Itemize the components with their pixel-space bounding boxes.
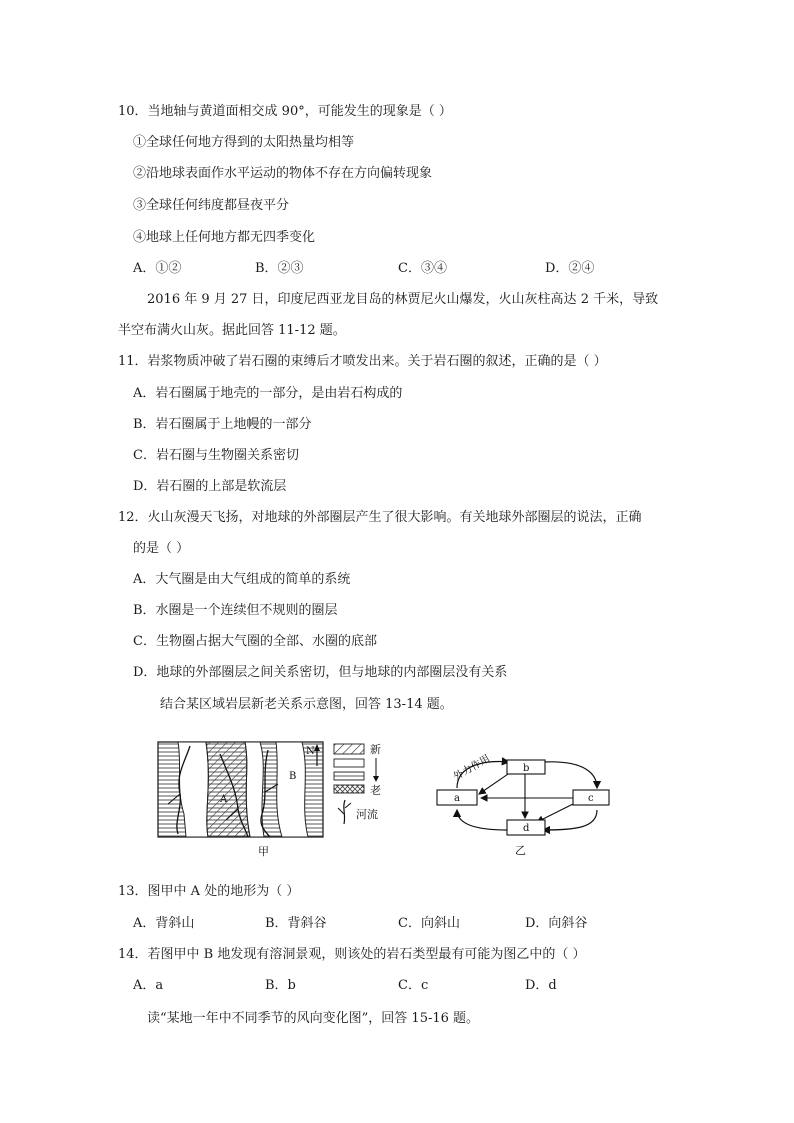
intro-15: 读“某地一年中不同季节的风向变化图”，回答 15-16 题。: [147, 1011, 480, 1026]
q14-option-b: B．b: [265, 978, 296, 993]
q12-option-d: D．地球的外部圈层之间关系密切，但与地球的内部圈层没有关系: [133, 665, 508, 680]
jia-legend-old: 老: [370, 784, 381, 797]
q11-option-d: D．岩石圈的上部是软流层: [133, 479, 287, 494]
q13-option-a: A．背斜山: [133, 916, 195, 931]
q10-option-c: C．③④: [398, 261, 447, 276]
jia-legend-river: 河流: [356, 808, 378, 821]
jia-label-a: A: [220, 794, 228, 805]
q10-statement-4: ④地球上任何地方都无四季变化: [133, 230, 316, 245]
q11-option-c: C．岩石圈与生物圈关系密切: [133, 448, 299, 463]
q13-option-c: C．向斜山: [398, 916, 460, 931]
jia-caption: 甲: [258, 845, 269, 858]
q14-stem: 14．若图甲中 B 地发现有溶洞景观，则该处的岩石类型最有可能为图乙中的（ ）: [118, 947, 586, 962]
jia-label-b: B: [289, 771, 297, 782]
q10-statement-2: ②沿地球表面作水平运动的物体不存在方向偏转现象: [133, 166, 433, 181]
q12-option-b: B．水圈是一个连续但不规则的圈层: [133, 603, 338, 618]
q11-option-a: A．岩石圈属于地壳的一部分，是由岩石构成的: [133, 386, 403, 401]
q13-stem: 13．图甲中 A 处的地形为（ ）: [118, 884, 300, 899]
q12-option-c: C．生物圈占据大气圈的全部、水圈的底部: [133, 634, 377, 649]
q11-stem: 11．岩浆物质冲破了岩石圈的束缚后才喷发出来。关于岩石圈的叙述，正确的是（ ）: [118, 354, 607, 369]
yi-box-c: c: [588, 793, 594, 804]
figure-jia: [150, 734, 402, 858]
q14-option-d: D．d: [525, 978, 557, 993]
q10-statement-1: ①全球任何地方得到的太阳热量均相等: [133, 135, 355, 150]
q10-stem: 10．当地轴与黄道面相交成 90°，可能发生的现象是（ ）: [118, 104, 452, 119]
q14-option-a: A．a: [133, 978, 164, 993]
q10-option-a: A．①②: [133, 261, 182, 276]
yi-box-a: a: [454, 793, 460, 804]
q13-option-d: D．向斜谷: [525, 916, 588, 931]
q10-option-b: B．②③: [255, 261, 304, 276]
q12-stem-line-1: 12．火山灰漫天飞扬，对地球的外部圈层产生了很大影响。有关地球外部圈层的说法，正确: [118, 510, 642, 525]
q10-option-d: D．②④: [545, 261, 595, 276]
q14-option-c: C．c: [398, 978, 429, 993]
q12-option-a: A．大气圈是由大气组成的简单的系统: [133, 572, 351, 587]
q13-option-b: B．背斜谷: [265, 916, 327, 931]
q10-statement-3: ③全球任何纬度都昼夜平分: [133, 198, 290, 213]
yi-box-b: b: [523, 763, 530, 774]
yi-caption: 乙: [515, 844, 526, 857]
figure-yi: [425, 750, 625, 858]
q11-option-b: B．岩石圈属于上地幔的一部分: [133, 417, 312, 432]
intro-11-line-2: 半空布满火山灰。据此回答 11-12 题。: [118, 323, 346, 338]
jia-north-label: N: [306, 746, 315, 757]
intro-11-line-1: 2016 年 9 月 27 日，印度尼西亚龙目岛的林贾尼火山爆发，火山灰柱高达 2 千米，导致: [147, 292, 659, 307]
intro-13: 结合某区域岩层新老关系示意图，回答 13-14 题。: [160, 697, 453, 712]
jia-legend-new: 新: [370, 743, 381, 756]
yi-force-label: 外力作用: [451, 753, 493, 783]
q12-stem-line-2: 的是（ ）: [133, 541, 190, 556]
yi-box-d: d: [523, 823, 530, 834]
